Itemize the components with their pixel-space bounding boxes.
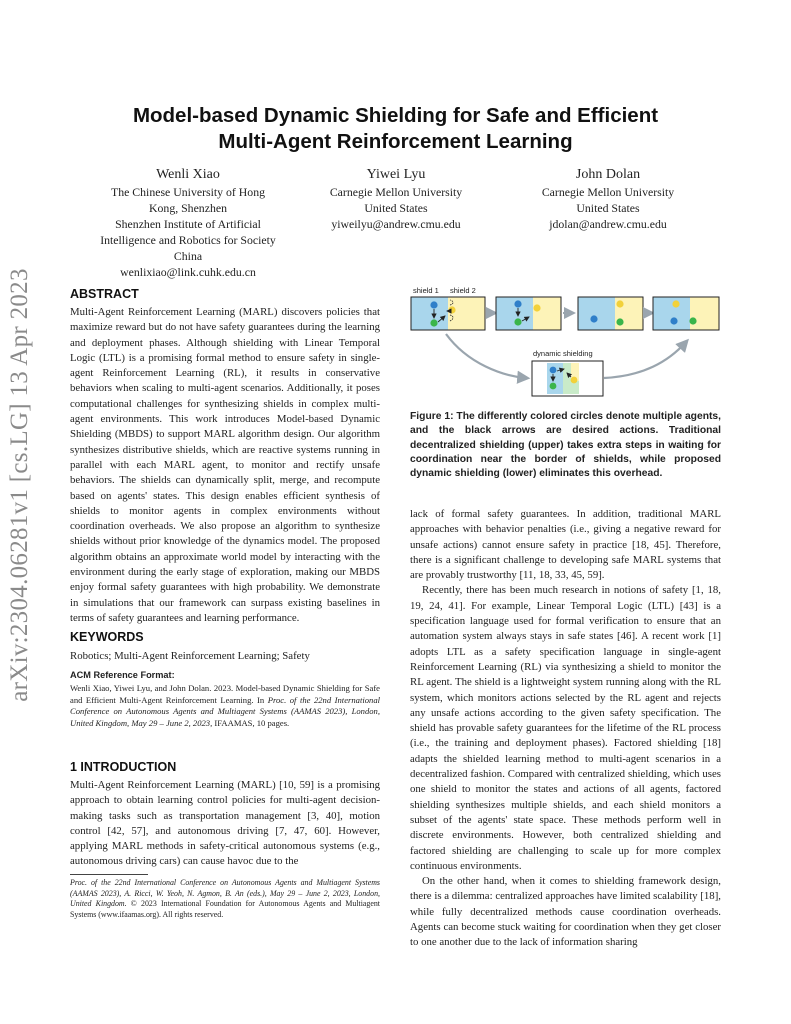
abstract-body: Multi-Agent Reinforcement Learning (MARL) discovers policies that maximize reward but do not have safety guarantees during the learning and deployment phases. Although shielding with Linear Temporal Logic (LTL) is a promising formal method to ensure safety in single-agent Reinforcement Learning (RL), it results in conservative behaviors when scaling to multi-agent scenarios. Additionally, it poses computational challenges for synthesizing shields in complex multi-agent environments. This work introduces Model-based Dynamic Shielding (MBDS) to support MARL algorithm design. Our algorithm synthesizes distributive shields, which are reactive systems running in parallel with each MARL agent, to monitor and rectify unsafe behaviors. The shields can dynamically split, merge, and recompute based on agents' states. This design enables efficient synthesis of shields to monitor agents in complex environments without coordination overheads. We also propose an algorithm to synthesize shields without prior knowledge of the dynamics model. The proposed algorithm obtains an approximate world model by interacting with the environment during the early stage of exploration, making our MBDS enjoy formal safety guarantees with high probability. We demonstrate in simulations that our framework can surpass existing baselines in terms of safety guarantees and learning performance. xyxy=(70,306,380,624)
author-email: jdolan@andrew.cmu.edu xyxy=(549,217,667,231)
abstract-heading: ABSTRACT xyxy=(70,287,139,301)
footnote xyxy=(70,878,380,921)
author-name: Yiwei Lyu xyxy=(366,167,426,182)
acm-reference-text: Wenli Xiao, Yiwei Lyu, and John Dolan. 2023. Model-based Dynamic Shielding for Safe and Efficient Multi-Agent Reinforcement Learning. In xyxy=(70,683,380,705)
author-affiliation: Shenzhen Institute of Artificial xyxy=(115,217,261,231)
paper-title-line2: Multi-Agent Reinforcement Learning xyxy=(218,130,573,153)
keywords-heading: KEYWORDS xyxy=(70,630,144,644)
acm-reference-pages: IFAAMAS, 10 pages. xyxy=(212,717,290,728)
shield-2-label: shield 2 xyxy=(450,286,476,295)
footnote-rule xyxy=(70,874,148,875)
frame-panel-2 xyxy=(496,297,561,330)
paper-title-line1: Model-based Dynamic Shielding for Safe and Efficient xyxy=(132,104,659,127)
author-block-2 xyxy=(306,166,486,232)
intro-body: Multi-Agent Reinforcement Learning (MARL) [10, 59] is a promising approach to obtain learning control policies for multi-agent decision-making tasks such as transportation management [3, 40], motion control [42, 57], and autonomous driving [7, 47, 60]. However, applying MARL methods in safety-critical autonomous systems (e.g., autonomous driving cars) can cause havoc due to the xyxy=(70,779,380,868)
figure-1-diagram xyxy=(408,284,722,400)
author-affiliation: Intelligence and Robotics for Society xyxy=(100,233,276,247)
arxiv-stamp xyxy=(0,270,40,700)
footnote-copyright: © 2023 International Foundation for Autonomous Agents and Multiagent Systems (www.ifaamas.org). All rights reserved. xyxy=(70,899,380,920)
footnote-venue: Proc. of the 22nd International Conference on Autonomous Agents and Multiagent Systems (AAMAS 2023), A. Ricci, W. Yeoh, N. Agmon, B. An (eds.), May 29 – June 2, 2023, London, United Kingdom. xyxy=(70,878,380,909)
paper-title xyxy=(0,103,791,155)
acm-reference-body xyxy=(70,683,380,729)
acm-reference-venue: Proc. of the 22nd International Conference on Autonomous Agents and Multiagent Systems (AAMAS 2023), London, United Kingdom, May 29 – June 2, 2023, xyxy=(70,694,381,728)
author-country: United States xyxy=(364,201,428,215)
author-block-1 xyxy=(78,166,298,280)
arxiv-stamp-text: arXiv:2304.06281v1 [cs.LG] 13 Apr 2023 xyxy=(6,268,33,702)
author-affiliation: Carnegie Mellon University xyxy=(541,185,675,199)
author-affiliation: The Chinese University of Hong xyxy=(111,185,265,199)
intro-heading: 1 INTRODUCTION xyxy=(70,760,177,774)
author-country: China xyxy=(173,249,203,263)
right-column xyxy=(410,507,721,951)
author-email: yiweilyu@andrew.cmu.edu xyxy=(331,217,461,231)
shield-1-label: shield 1 xyxy=(413,286,439,295)
paragraph: On the other hand, when it comes to shielding framework design, there is a dilemma: centralized approaches have limited scalability [18], while fully decentralized methods cause coordination overheads. Agents can become stuck waiting for coordination when they get closer to one another due to the lack of information sharing xyxy=(410,875,721,949)
frame-panel-1 xyxy=(411,297,485,330)
keywords-body: Robotics; Multi-Agent Reinforcement Learning; Safety xyxy=(70,650,310,662)
author-country: United States xyxy=(576,201,640,215)
author-name: Wenli Xiao xyxy=(156,167,220,182)
author-affiliation: Kong, Shenzhen xyxy=(149,201,227,215)
author-affiliation: Carnegie Mellon University xyxy=(329,185,463,199)
paragraph: Recently, there has been much research in notions of safety [1, 18, 19, 24, 41]. For example, Linear Temporal Logic (LTL) [43] is a specification language used for formal verification to ensure that an automation system always stays in safe states [46]. A recent work [1] adopts LTL as a safety specification language in single-agent Reinforcement Learning (RL) via synthesizing a shield to monitor the RL agent. The shield is a lightweight system running along with the RL system, which monitors actions selected by the RL agent and rejects any unsafe actions according to the given safety specification. The shield has provable safety guarantees for the lifetime of the RL process (i.e., the training and deployment phases). Factored shielding [18] adapts the shielded learning method to multi-agent scenarios in a decentralized fashion. Compared with centralized shielding, which uses one shield to monitor the states and actions of all agents, factored shielding synthesizes multiple shields, and each shield monitors a subset of the agents' state space. These methods perform well in discrete environments. However, both centralized shielding and factored shielding are challenging to scale up for more complex continuous environments. xyxy=(410,584,721,872)
dynamic-shielding-label: dynamic shielding xyxy=(533,349,593,358)
author-name: John Dolan xyxy=(575,167,641,182)
acm-reference-heading: ACM Reference Format: xyxy=(70,670,175,680)
frame-panel-4 xyxy=(653,297,719,330)
author-email: wenlixiao@link.cuhk.edu.cn xyxy=(120,265,256,279)
figure-1-caption: Figure 1: The differently colored circles denote multiple agents, and the black arrows are desired actions. Traditional decentralized shielding (upper) takes extra steps in waiting for coordination near the border of shields, while proposed dynamic shielding (lower) eliminates this overhead. xyxy=(410,411,721,480)
author-block-3 xyxy=(515,166,701,232)
frame-panel-3 xyxy=(578,297,643,330)
frame-panel-dynamic xyxy=(532,361,603,396)
paragraph: lack of formal safety guarantees. In addition, traditional MARL approaches with behavior penalties (i.e., giving a negative reward for unsafe actions) cannot ensure safety in practice [18, 45]. Therefore, there is a significant challenge to developing safe MARL systems that are provably trustworthy [11, 18, 33, 45, 59]. xyxy=(410,508,721,582)
